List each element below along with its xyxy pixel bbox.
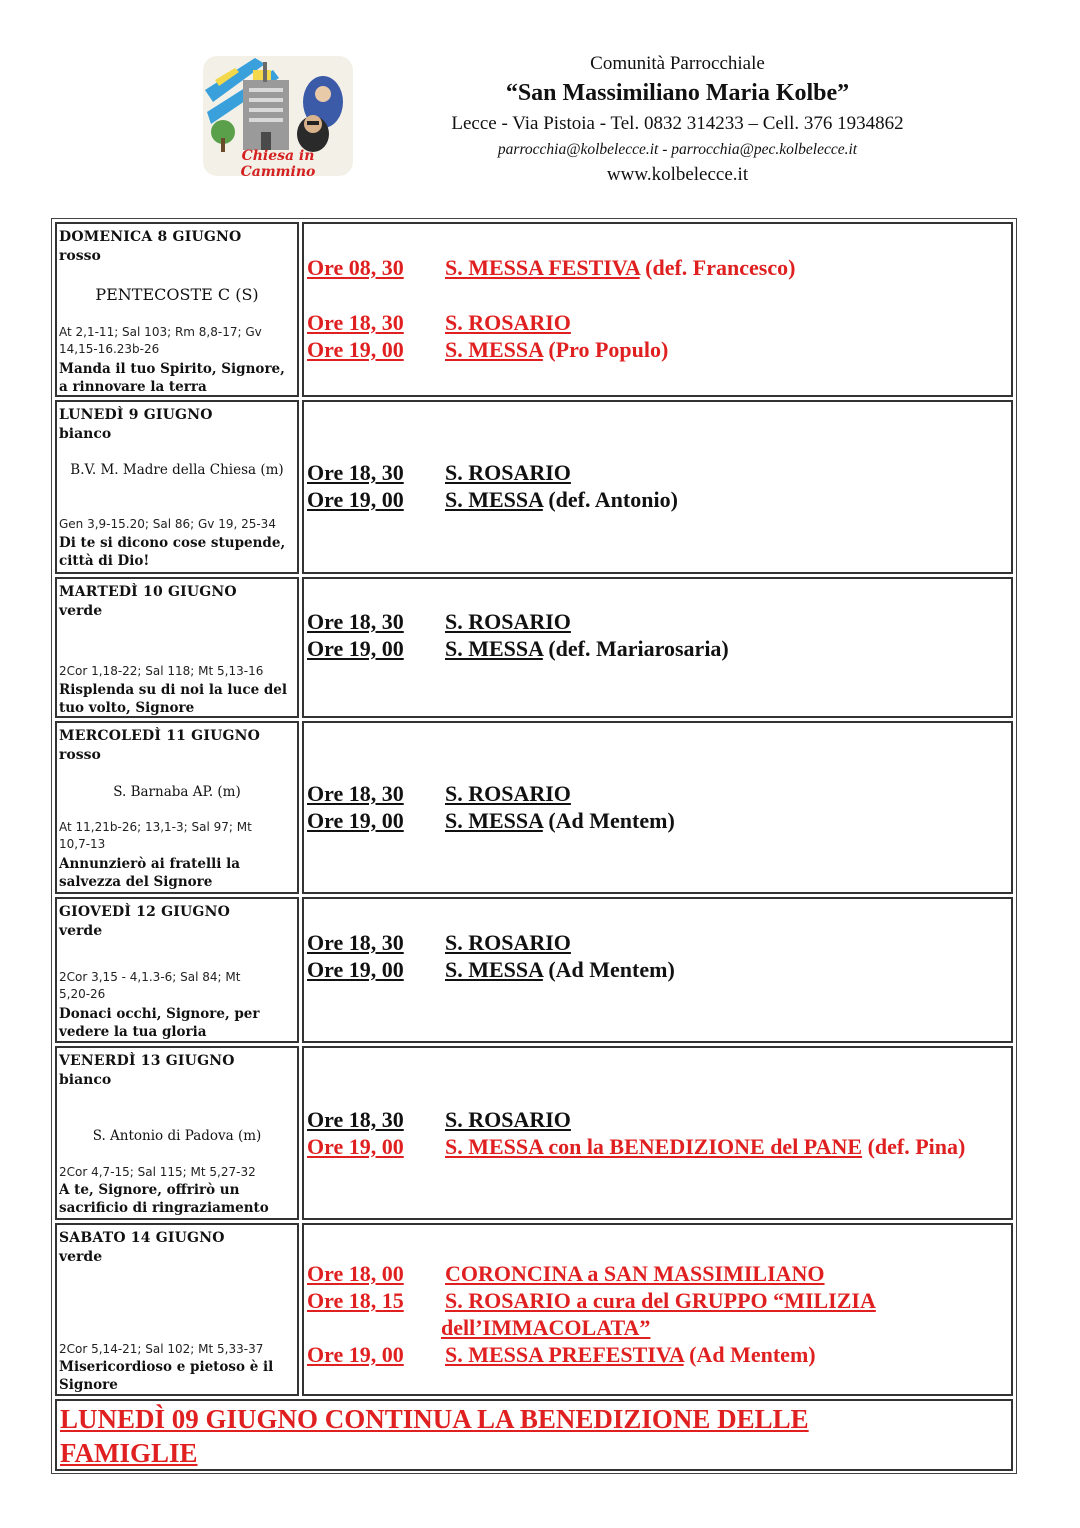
events-cell <box>302 721 1013 894</box>
table-row <box>55 577 1013 718</box>
day-info-cell <box>55 897 299 1043</box>
event-title: S. ROSARIO a cura del GRUPPO “MILIZIA <box>445 1288 876 1313</box>
readings: At 2,1-11; Sal 103; Rm 8,8-17; Gv 14,15-16.23b-26 <box>59 325 262 356</box>
liturgical-color: verde <box>59 923 103 939</box>
table-row <box>55 1046 1013 1220</box>
day-info-cell <box>55 1223 299 1396</box>
feast-name: PENTECOSTE C (S) <box>95 285 259 304</box>
event-time: Ore 18, 15 <box>307 1288 404 1313</box>
day-label: DOMENICA 8 GIUGNO <box>59 229 242 245</box>
liturgical-color: rosso <box>59 747 101 763</box>
events-cell <box>302 577 1013 718</box>
day-info-cell <box>55 577 299 718</box>
antiphon: Di te si dicono cose stupende, città di Dio! <box>59 535 286 569</box>
event-title: S. MESSA <box>445 636 543 661</box>
event-time: Ore 19, 00 <box>307 636 404 661</box>
antiphon: Manda il tuo Spirito, Signore, a rinnovare la terra <box>59 361 285 395</box>
event-title: S. ROSARIO <box>445 310 571 335</box>
event-note: (Ad Mentem) <box>542 808 675 833</box>
event-title: S. ROSARIO <box>445 460 571 485</box>
announcement-row <box>55 1399 1013 1471</box>
table-row <box>55 1223 1013 1396</box>
table-row <box>55 222 1013 397</box>
day-label: GIOVEDÌ 12 GIUGNO <box>59 904 230 920</box>
readings: 2Cor 4,7-15; Sal 115; Mt 5,27-32 <box>59 1165 256 1179</box>
event-time: Ore 19, 00 <box>307 1134 404 1159</box>
event-title: S. MESSA <box>445 808 543 833</box>
feast-name: S. Antonio di Padova (m) <box>92 1128 262 1144</box>
day-label: MERCOLEDÌ 11 GIUGNO <box>59 728 261 744</box>
event-time: Ore 18, 00 <box>307 1261 404 1286</box>
header-parish-name: “San Massimiliano Maria Kolbe” <box>505 80 850 106</box>
table-row <box>55 897 1013 1043</box>
day-info-cell <box>55 222 299 397</box>
antiphon: Annunzierò ai fratelli la salvezza del Signore <box>59 856 240 890</box>
schedule-table <box>51 218 1017 1474</box>
parish-logo <box>195 50 360 180</box>
event-note: (Pro Populo) <box>542 337 669 362</box>
event-title: S. ROSARIO <box>445 1107 571 1132</box>
event-time: Ore 18, 30 <box>307 781 404 806</box>
event-time: Ore 08, 30 <box>307 255 404 280</box>
header-community: Comunità Parrocchiale <box>590 53 765 74</box>
readings: At 11,21b-26; 13,1-3; Sal 97; Mt 10,7-13 <box>59 820 252 851</box>
table-row <box>55 721 1013 894</box>
day-info-cell <box>55 721 299 894</box>
events-cell <box>302 400 1013 574</box>
logo-caption: Chiesa in Cammino <box>240 148 316 180</box>
event-time: Ore 19, 00 <box>307 487 404 512</box>
event-title: S. MESSA <box>445 337 543 362</box>
event-time: Ore 19, 00 <box>307 337 404 362</box>
event-title: S. MESSA <box>445 957 543 982</box>
readings: 2Cor 1,18-22; Sal 118; Mt 5,13-16 <box>59 664 264 678</box>
readings: 2Cor 5,14-21; Sal 102; Mt 5,33-37 <box>59 1342 264 1356</box>
table-row <box>55 400 1013 574</box>
event-note: (def. Francesco) <box>639 255 796 280</box>
event-time: Ore 19, 00 <box>307 957 404 982</box>
event-title: S. MESSA FESTIVA <box>445 255 640 280</box>
event-title: S. MESSA PREFESTIVA <box>445 1342 684 1367</box>
event-title: S. ROSARIO <box>445 930 571 955</box>
events-cell <box>302 1046 1013 1220</box>
antiphon: A te, Signore, offrirò un sacrificio di ringraziamento <box>59 1182 269 1216</box>
event-time: Ore 19, 00 <box>307 808 404 833</box>
event-note: (def. Pina) <box>862 1134 966 1159</box>
day-label: LUNEDÌ 9 GIUGNO <box>59 407 213 423</box>
liturgical-color: verde <box>59 1249 103 1265</box>
event-title: S. ROSARIO <box>445 781 571 806</box>
event-title: S. MESSA <box>445 487 543 512</box>
liturgical-color: verde <box>59 603 103 619</box>
header-website: www.kolbelecce.it <box>606 164 749 185</box>
liturgical-color: rosso <box>59 248 101 264</box>
day-info-cell <box>55 400 299 574</box>
day-label: MARTEDÌ 10 GIUGNO <box>59 584 237 600</box>
event-time: Ore 18, 30 <box>307 609 404 634</box>
event-note: (Ad Mentem) <box>542 957 675 982</box>
liturgical-color: bianco <box>59 1072 112 1088</box>
event-time: Ore 19, 00 <box>307 1342 404 1367</box>
event-note: (Ad Mentem) <box>683 1342 816 1367</box>
antiphon: Misericordioso e pietoso è il Signore <box>59 1359 274 1393</box>
day-info-cell <box>55 1046 299 1220</box>
antiphon: Risplenda su di noi la luce del tuo volto, Signore <box>59 682 288 716</box>
event-title: S. MESSA con la BENEDIZIONE del PANE <box>445 1134 863 1159</box>
antiphon: Donaci occhi, Signore, per vedere la tua gloria <box>59 1006 260 1040</box>
liturgical-color: bianco <box>59 426 112 442</box>
event-time: Ore 18, 30 <box>307 930 404 955</box>
event-time: Ore 18, 30 <box>307 460 404 485</box>
header-address: Lecce - Via Pistoia - Tel. 0832 314233 – Cell. 376 1934862 <box>451 113 904 134</box>
event-time: Ore 18, 30 <box>307 1107 404 1132</box>
events-cell <box>302 222 1013 397</box>
readings: Gen 3,9-15.20; Sal 86; Gv 19, 25-34 <box>59 517 276 531</box>
event-title: CORONCINA a SAN MASSIMILIANO <box>445 1261 825 1286</box>
readings: 2Cor 3,15 - 4,1.3-6; Sal 84; Mt 5,20-26 <box>59 970 241 1001</box>
feast-name: B.V. M. Madre della Chiesa (m) <box>70 462 284 478</box>
day-label: VENERDÌ 13 GIUGNO <box>59 1053 235 1069</box>
feast-name: S. Barnaba AP. (m) <box>113 784 241 800</box>
header-emails: parrocchia@kolbelecce.it - parrocchia@pec.kolbelecce.it <box>497 141 858 158</box>
event-title: dell’IMMACOLATA” <box>441 1315 651 1340</box>
events-cell <box>302 1223 1013 1396</box>
day-label: SABATO 14 GIUGNO <box>59 1230 225 1246</box>
event-title: S. ROSARIO <box>445 609 571 634</box>
events-cell <box>302 897 1013 1043</box>
announcement-text: LUNEDÌ 09 GIUGNO CONTINUA LA BENEDIZIONE DELLE FAMIGLIE <box>60 1404 809 1468</box>
event-note: (def. Mariarosaria) <box>542 636 729 661</box>
parish-header <box>415 52 940 188</box>
event-note: (def. Antonio) <box>542 487 678 512</box>
event-time: Ore 18, 30 <box>307 310 404 335</box>
